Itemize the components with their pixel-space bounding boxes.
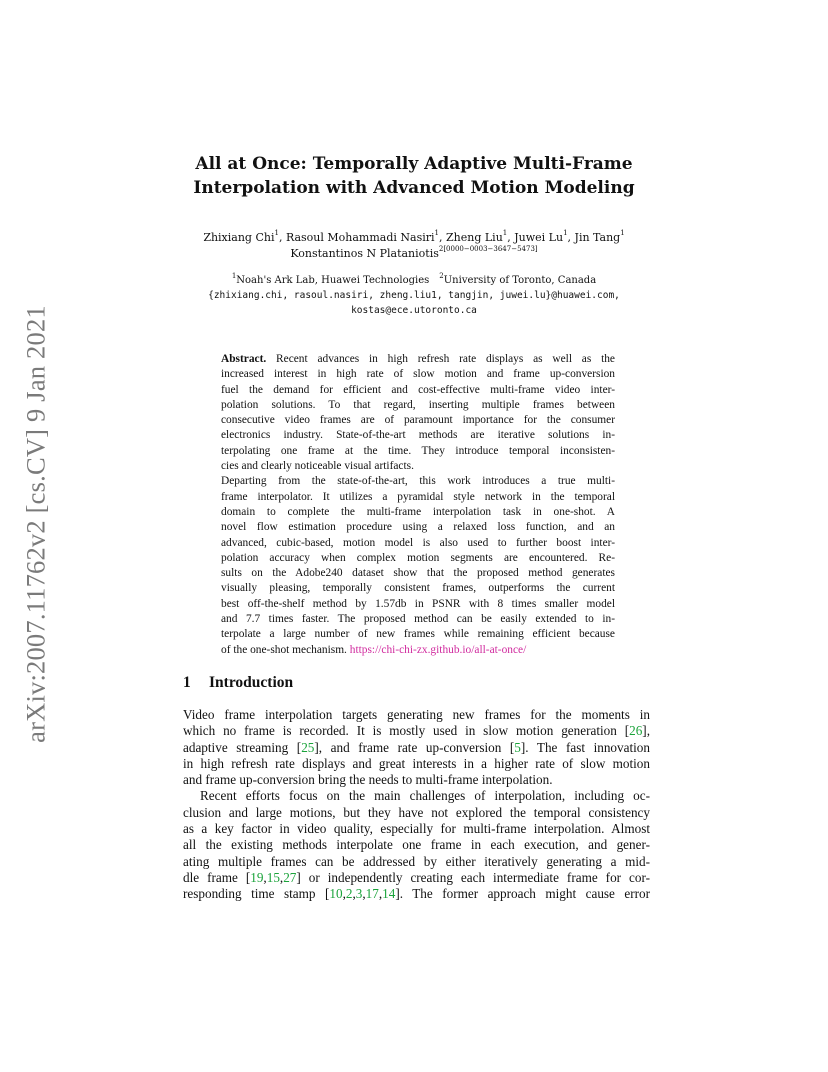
abstract-line: consecutive video frames are of paramount importance for the consumer	[221, 414, 615, 427]
abstract-line: cies and clearly noticeable visual artifacts.	[221, 460, 414, 473]
author-name: Konstantinos N Plataniotis	[290, 247, 439, 260]
section-heading	[183, 674, 293, 692]
body-text-run: ], and frame rate up-conversion [	[314, 739, 515, 755]
emails-line-2: kostas@ece.utoronto.ca	[351, 305, 477, 316]
abstract-line: polation accuracy when complex motion segments are encountered. Re-	[221, 551, 615, 564]
abstract-line: best off-the-shelf method by 1.57db in PSNR with 8 times smaller model	[221, 597, 615, 610]
body-text-run: ],	[642, 723, 650, 739]
author-name: , Zheng Liu	[439, 231, 503, 244]
authors-line-2	[120, 246, 708, 262]
author-affil-sup: 1	[274, 229, 279, 238]
body-text-run: ] or independently creating each intermediate frame for cor-	[296, 869, 651, 885]
citation-link[interactable]: 15	[266, 869, 280, 885]
affiliation-1: Noah's Ark Lab, Huawei Technologies	[236, 275, 430, 286]
body-line: as a key factor in video quality, especially for multi-frame interpolation. Almost	[183, 821, 650, 837]
abstract-line: polation solutions. To that regard, inserting multiple frames between	[221, 398, 615, 411]
project-page-link[interactable]: https://chi-chi-zx.github.io/all-at-once/	[349, 643, 527, 656]
abstract-line	[221, 352, 615, 367]
title-line: Interpolation with Advanced Motion Modeling	[193, 178, 635, 198]
title-line: All at Once: Temporally Adaptive Multi-Frame	[195, 154, 633, 174]
abstract-line: advanced, cubic-based, motion model is also used to further boost inter-	[221, 536, 615, 549]
body-line: Recent efforts focus on the main challenges of interpolation, including oc-	[200, 788, 650, 804]
section-title: Introduction	[209, 674, 294, 691]
section-number: 1	[183, 674, 191, 691]
author-name: , Rasoul Mohammadi Nasiri	[278, 231, 435, 244]
citation-link[interactable]: 14	[382, 886, 396, 902]
abstract-line: terpolate a large number of new frames while remaining efficient because	[221, 628, 615, 641]
citation-link[interactable]: 2	[345, 886, 353, 902]
body-text	[183, 707, 650, 903]
body-line: in high refresh rate displays and great interests in a higher rate of slow motion	[183, 755, 650, 771]
abstract-line: fuel the demand for efficient and cost-effective multi-frame video inter-	[221, 383, 615, 396]
citation-link[interactable]: 25	[301, 739, 315, 755]
body-text-run: responding time stamp [	[183, 886, 330, 902]
author-list	[120, 230, 708, 262]
body-line: and frame up-conversion bring the needs to multi-frame interpolation.	[183, 772, 553, 788]
citation-link[interactable]: 17	[365, 886, 379, 902]
citation-link[interactable]: 5	[514, 739, 521, 755]
author-name: , Jin Tang	[567, 231, 621, 244]
author-affil-sup: 1	[563, 229, 568, 238]
citation-link[interactable]: 10	[329, 886, 343, 902]
affiliations	[120, 273, 708, 318]
author-name: Zhixiang Chi	[203, 231, 275, 244]
body-line: clusion and large motions, but they have not explored the temporal consistency	[183, 804, 650, 820]
author-name: , Juwei Lu	[507, 231, 564, 244]
body-line: ating multiple frames can be addressed by either iteratively generating a mid-	[183, 853, 650, 869]
abstract-line: sults on the Adobe240 dataset show that the proposed method generates	[221, 567, 615, 580]
citation-link[interactable]: 26	[629, 723, 643, 739]
affiliation-line	[120, 273, 708, 288]
body-line: responding time stamp [10,2,3,17,14]. The former approach might cause error	[183, 886, 651, 902]
body-text-run: ]. The former approach might cause error	[395, 886, 651, 902]
abstract-text: Recent advances in high refresh rate displays as well as the	[266, 353, 615, 365]
abstract-line: visually pleasing, temporally consistent frames, outperforms the current	[221, 582, 615, 595]
abstract-line: domain to complete the multi-frame interpolation task in one-shot. A	[221, 505, 615, 518]
abstract-line	[221, 643, 615, 658]
citation-link[interactable]: 3	[355, 886, 363, 902]
abstract-line: frame interpolator. It utilizes a pyramidal style network in the temporal	[221, 490, 615, 503]
emails-line-1: {zhixiang.chi, rasoul.nasiri, zheng.liu1, tangjin, juwei.lu}@huawei.com,	[208, 290, 620, 301]
citation-link[interactable]: 19	[250, 869, 264, 885]
authors-line-1	[120, 230, 708, 246]
abstract-line: novel flow estimation procedure using a relaxed loss function, and an	[221, 521, 615, 534]
citation-link[interactable]: 27	[283, 869, 297, 885]
affil-sup: 1	[231, 271, 237, 280]
body-line	[183, 723, 650, 739]
abstract-heading: Abstract.	[221, 353, 267, 365]
author-affil-sup: 1	[502, 229, 508, 238]
arxiv-identifier-stamp: arXiv:2007.11762v2 [cs.CV] 9 Jan 2021	[20, 305, 51, 743]
author-affil-sup: 1	[620, 229, 625, 238]
affil-sup: 2	[439, 271, 444, 280]
body-line: dle frame [19,15,27] or independently creating each intermediate frame for cor-	[183, 869, 651, 885]
affiliation-2: University of Toronto, Canada	[443, 275, 597, 286]
body-text-run: ]. The fast innovation	[520, 739, 650, 755]
body-line: Video frame interpolation targets generating new frames for the moments in	[183, 707, 650, 722]
abstract	[221, 352, 615, 658]
abstract-line: increased interest in high rate of slow motion and frame up-conversion	[221, 368, 615, 381]
abstract-text: of the one-shot mechanism.	[221, 643, 350, 656]
abstract-line: Departing from the state-of-the-art, this work introduces a true multi-	[221, 475, 615, 488]
body-text-run: dle frame [	[183, 869, 251, 885]
abstract-line: terpolating one frame at the time. They introduce temporal inconsisten-	[221, 444, 615, 457]
author-affil-sup: 1	[434, 229, 440, 238]
body-text-run: which no frame is recorded. It is mostly used in slow motion generation [	[183, 723, 630, 739]
author-orcid-sup: 2[0000−0003−3647−5473]	[438, 245, 538, 254]
abstract-line: electronics industry. State-of-the-art methods are iterative solutions in-	[221, 429, 615, 442]
paper-title	[120, 152, 708, 200]
body-line	[183, 740, 650, 756]
body-text-run: adaptive streaming [	[183, 739, 302, 755]
body-line: all the existing methods interpolate one frame in each execution, and gener-	[183, 837, 650, 853]
abstract-line: and 7.7 times faster. The proposed method can be easily extended to in-	[221, 613, 615, 626]
